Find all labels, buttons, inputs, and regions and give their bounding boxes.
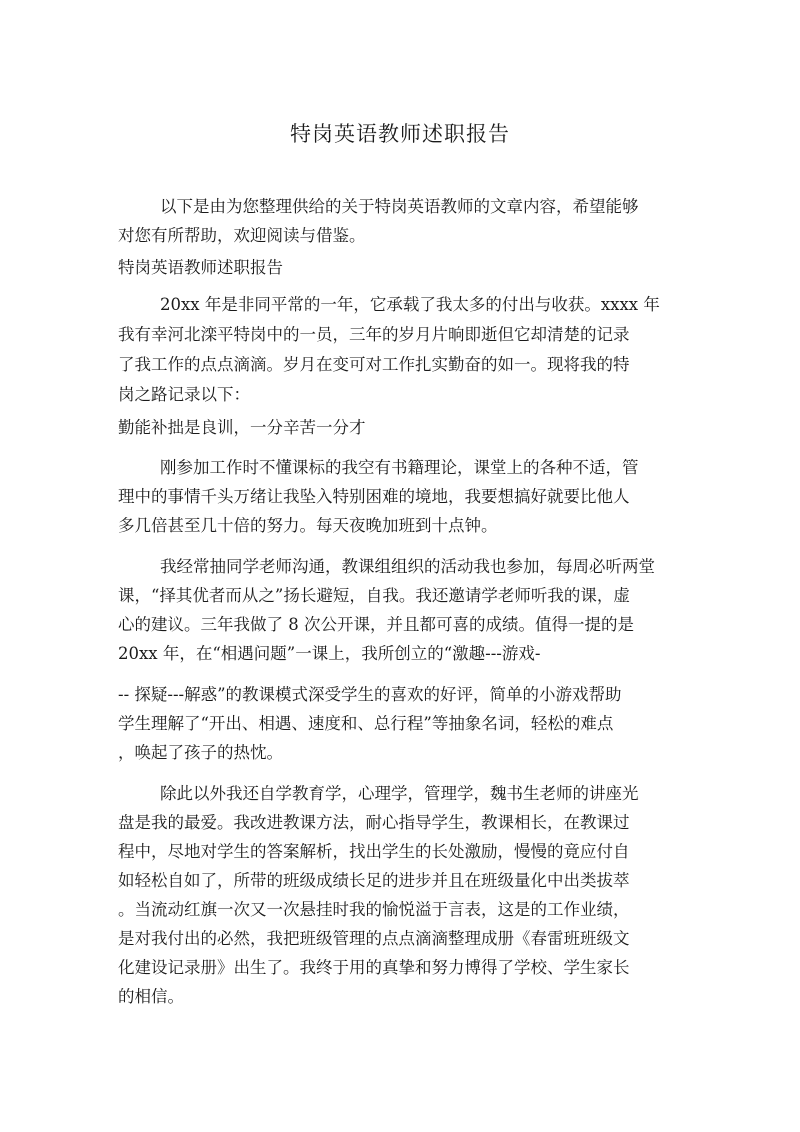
para3-line-1: 我经常抽同学老师沟通，教课组组织的活动我也参加，每周必听两堂 — [160, 557, 655, 576]
document-title: 特岗英语教师述职报告 — [290, 122, 510, 146]
intro-line-1: 以下是由为您整理供给的关于特岗英语教师的文章内容，希望能够 — [160, 197, 639, 216]
para5-line-8: 的相信。 — [118, 987, 184, 1006]
para2-line-2: 理中的事情千头万绪让我坠入特别困难的境地，我要想搞好就要比他人 — [118, 487, 630, 506]
para3-line-3: 心的建议。三年我做了 8 次公开课，并且都可喜的成绩。值得一提的是 — [118, 615, 634, 634]
para5-line-4: 如轻松自如了，所带的班级成绩长足的进步并且在班级量化中出类拔萃 — [118, 871, 630, 890]
para5-line-7: 化建设记录册》出生了。我终于用的真挚和努力博得了学校、学生家长 — [118, 958, 630, 977]
para5-line-5: 。当流动红旗一次又一次悬挂时我的愉悦溢于言表，这是的工作业绩， — [118, 900, 630, 919]
para5-line-1: 除此以外我还自学教育学，心理学，管理学，魏书生老师的讲座光 — [160, 784, 639, 803]
para1-line-2: 我有幸河北滦平特岗中的一员，三年的岁月片晌即逝但它却清楚的记录 — [118, 325, 630, 344]
intro-line-2: 对您有所帮助，欢迎阅读与借鉴。 — [118, 226, 366, 245]
para5-line-6: 是对我付出的必然，我把班级管理的点点滴滴整理成册《春雷班班级文 — [118, 929, 630, 948]
heading-line: 勤能补拙是良训，一分辛苦一分才 — [118, 418, 366, 437]
para4-line-2: 学生理解了“开出、相遇、速度和、总行程”等抽象名词，轻松的难点 — [118, 714, 614, 733]
para1-line-1: 20xx 年是非同平常的一年，它承载了我太多的付出与收获。xxxx 年 — [160, 295, 660, 314]
para4-line-3: ，唤起了孩子的热忱。 — [118, 743, 283, 762]
para5-line-2: 盘是我的最爱。我改进教课方法，耐心指导学生，教课相长，在教课过 — [118, 813, 630, 832]
subtitle-line: 特岗英语教师述职报告 — [118, 258, 283, 277]
para4-line-1: -- 探疑---解惑”的教课模式深受学生的喜欢的好评，简单的小游戏帮助 — [118, 685, 622, 704]
para2-line-1: 刚参加工作时不懂课标的我空有书籍理论，课堂上的各种不适，管 — [160, 458, 639, 477]
para3-line-4: 20xx 年，在“相遇问题”一课上，我所创立的“激趣---游戏- — [118, 644, 541, 663]
para1-line-3: 了我工作的点点滴滴。岁月在变可对工作扎实勤奋的如一。现将我的特 — [118, 355, 630, 374]
para2-line-3: 多几倍甚至几十倍的努力。每天夜晚加班到十点钟。 — [118, 516, 498, 535]
para5-line-3: 程中，尽地对学生的答案解析，找出学生的长处激励，慢慢的竟应付自 — [118, 842, 630, 861]
para1-line-4: 岗之路记录以下： — [118, 385, 250, 404]
para3-line-2: 课，“择其优者而从之”扬长避短，自我。我还邀请学老师听我的课，虚 — [118, 586, 630, 605]
